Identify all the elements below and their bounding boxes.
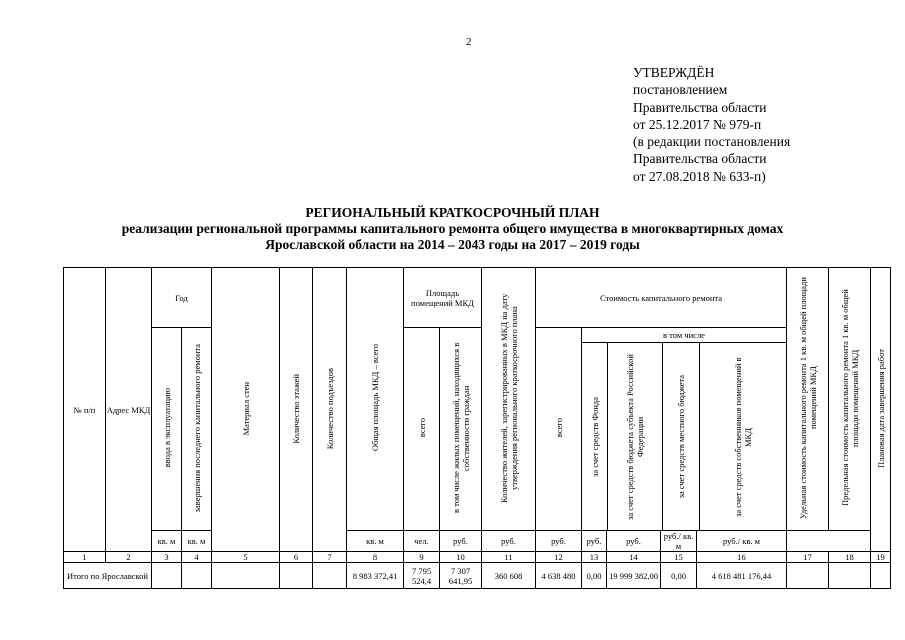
approval-line: от 27.08.2018 № 633-п) bbox=[633, 168, 766, 184]
header-commissioning-year-label: ввода в эксплуатацию bbox=[161, 388, 172, 468]
header-completion-date bbox=[871, 268, 891, 552]
header-owners-funds-label: за счет средств собственников помещений в МКД bbox=[733, 356, 753, 517]
total-c6 bbox=[280, 563, 313, 589]
header-max-cost-label: Предельная стоимость капитального ремонта 1 кв. м общей площади помещений МКД bbox=[839, 289, 860, 507]
header-wall-material-label: Материал стен bbox=[240, 381, 251, 436]
column-number: 12 bbox=[536, 552, 582, 563]
column-number: 5 bbox=[212, 552, 280, 563]
header-fund-label: за счет средств Фонда bbox=[589, 396, 600, 477]
header-regional-budget bbox=[608, 343, 663, 530]
approval-line: постановлением bbox=[633, 82, 728, 98]
header-area-total bbox=[404, 328, 440, 531]
unit-c10: кв. м bbox=[347, 531, 404, 552]
column-number: 16 bbox=[697, 552, 787, 563]
column-number: 9 bbox=[404, 552, 440, 563]
header-regional-budget-label: за счет средств бюджета субъекта Российской Федерации bbox=[625, 353, 645, 520]
total-c16: 4 618 481 176,44 bbox=[697, 563, 787, 589]
header-owners-funds bbox=[700, 343, 786, 530]
approval-line: Правительства области bbox=[633, 99, 767, 115]
header-floors-label: Количество этажей bbox=[291, 373, 301, 444]
total-row bbox=[64, 563, 891, 589]
header-year-group: Год bbox=[152, 268, 212, 328]
header-including-columns bbox=[582, 343, 786, 530]
header-residents bbox=[482, 268, 536, 531]
header-floors bbox=[280, 268, 313, 552]
unit-c16: руб. bbox=[607, 531, 661, 552]
total-c14: 19 999 382,00 bbox=[607, 563, 661, 589]
column-number: 6 bbox=[280, 552, 313, 563]
column-number: 10 bbox=[440, 552, 482, 563]
column-number: 2 bbox=[106, 552, 152, 563]
header-completion-date-label: Плановая дата завершения работ bbox=[875, 348, 886, 469]
header-address: Адрес МКД bbox=[106, 268, 152, 552]
unit-c15: руб. bbox=[582, 531, 607, 552]
column-number: 11 bbox=[482, 552, 536, 563]
page-number: 2 bbox=[466, 36, 472, 48]
column-number: 13 bbox=[582, 552, 607, 563]
total-c9: 7 795 524,4 bbox=[404, 563, 440, 589]
total-c11: 360 608 bbox=[482, 563, 536, 589]
header-area-total-label: всего bbox=[416, 418, 427, 438]
unit-c17: руб./ кв. м bbox=[661, 531, 697, 552]
unit-c12: руб. bbox=[440, 531, 482, 552]
column-number: 4 bbox=[182, 552, 212, 563]
approval-stamp bbox=[633, 64, 790, 185]
total-c12: 4 638 480 bbox=[536, 563, 582, 589]
total-c18 bbox=[829, 563, 871, 589]
header-local-budget bbox=[663, 343, 700, 530]
header-local-budget-label: за счет средств местного бюджета bbox=[676, 374, 686, 499]
header-cost-group: Стоимость капитального ремонта bbox=[536, 268, 787, 328]
unit-c18: руб./ кв. м bbox=[697, 531, 787, 552]
total-c10: 7 307 641,95 bbox=[440, 563, 482, 589]
document-subtitle: реализации региональной программы капитального ремонта общего имущества в многоквартирных домах bbox=[121, 221, 784, 236]
unit-c11: чел. bbox=[404, 531, 440, 552]
header-unit-cost-label: Удельная стоимость капитального ремонта 1 кв. м общей площади помещений МКД bbox=[797, 277, 818, 519]
total-c8: 8 983 372,41 bbox=[347, 563, 404, 589]
column-number: 19 bbox=[871, 552, 891, 563]
column-number: 14 bbox=[607, 552, 661, 563]
column-number-row bbox=[64, 552, 891, 563]
unit-c13: руб. bbox=[482, 531, 536, 552]
approval-line: от 25.12.2017 № 979-п bbox=[633, 116, 762, 132]
column-number: 15 bbox=[661, 552, 697, 563]
header-cost-total-label: всего bbox=[553, 418, 564, 438]
header-last-repair-year bbox=[182, 328, 212, 531]
total-c4 bbox=[182, 563, 212, 589]
column-number: 17 bbox=[787, 552, 829, 563]
header-area-residential bbox=[440, 328, 482, 531]
header-entrances-label: Количество подъездов bbox=[324, 367, 335, 450]
unit-c9: кв. м bbox=[182, 531, 212, 552]
unit-c14: руб. bbox=[536, 531, 582, 552]
header-residents-label: Количество жителей, зарегистрированных в МКД на дату утверждения регионального краткосрочного плана bbox=[498, 293, 519, 503]
header-area-residential-label: в том числе жилых помещений, находящихся в собственности граждан bbox=[450, 342, 471, 514]
approval-line: Правительства области bbox=[633, 151, 767, 167]
total-c13: 0,00 bbox=[582, 563, 607, 589]
header-total-area-label: Общая площадь МКД – всего bbox=[370, 344, 380, 452]
header-wall-material bbox=[212, 268, 280, 552]
plan-table bbox=[63, 267, 891, 589]
column-number: 7 bbox=[313, 552, 347, 563]
header-number: № п/п bbox=[64, 268, 106, 552]
header-max-cost bbox=[829, 268, 871, 531]
header-last-repair-year-label: завершения последнего капитального ремонта bbox=[191, 343, 202, 513]
total-c19 bbox=[871, 563, 891, 589]
total-c17 bbox=[787, 563, 829, 589]
total-c15: 0,00 bbox=[661, 563, 697, 589]
column-number: 3 bbox=[152, 552, 182, 563]
column-number: 18 bbox=[829, 552, 871, 563]
header-commissioning-year bbox=[152, 328, 182, 531]
total-c7 bbox=[313, 563, 347, 589]
approval-line: УТВЕРЖДЁН bbox=[633, 65, 715, 80]
document-subtitle-years: Ярославской области на 2014 – 2043 годы на 2017 – 2019 годы bbox=[265, 237, 640, 252]
header-cost-total bbox=[536, 328, 582, 531]
total-c5 bbox=[212, 563, 280, 589]
header-including bbox=[582, 328, 787, 531]
column-number: 8 bbox=[347, 552, 404, 563]
column-number: 1 bbox=[64, 552, 106, 563]
header-total-area bbox=[347, 268, 404, 531]
header-fund bbox=[582, 343, 608, 530]
unit-c8: кв. м bbox=[152, 531, 182, 552]
header-including-label: в том числе bbox=[582, 328, 786, 343]
approval-line: (в редакции постановления bbox=[633, 134, 791, 150]
total-c3 bbox=[152, 563, 182, 589]
header-entrances bbox=[313, 268, 347, 552]
header-area-group: Площадь помещений МКД bbox=[404, 268, 482, 328]
total-label: Итого по Ярославской bbox=[64, 563, 152, 589]
header-unit-cost bbox=[787, 268, 829, 531]
document-title: РЕГИОНАЛЬНЫЙ КРАТКОСРОЧНЫЙ ПЛАН bbox=[305, 205, 600, 220]
